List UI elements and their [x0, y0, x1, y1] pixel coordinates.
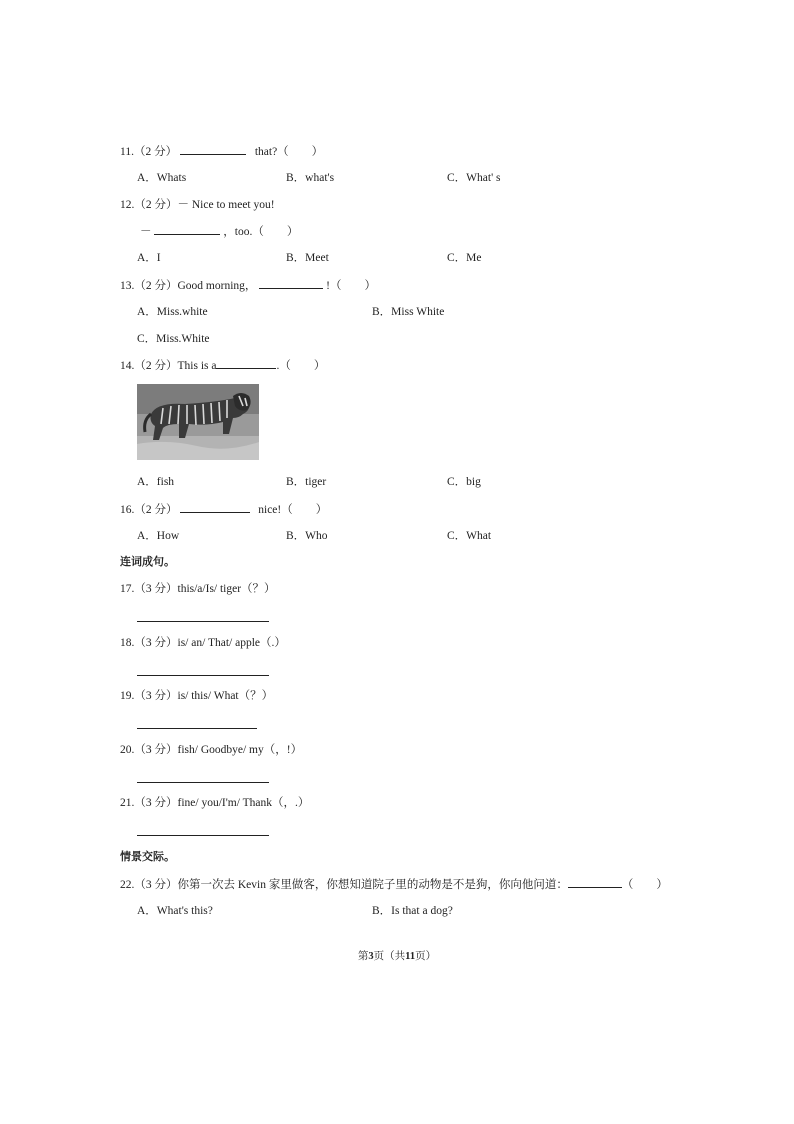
question-tail: that?（ ）: [254, 146, 324, 158]
question-18: 18.（3 分）is/ an/ That/ apple（.）: [120, 637, 286, 649]
question-19: 19.（3 分）is/ this/ What（？）: [120, 690, 274, 702]
question-tail: !（ ）: [326, 280, 376, 292]
question-17: 17.（3 分）this/a/Is/ tiger（？）: [120, 583, 276, 595]
question-stem: 16.（2 分）: [120, 504, 178, 516]
option-c[interactable]: C．What' s: [447, 172, 501, 184]
section-heading-reorder: 连词成句。: [120, 555, 175, 568]
answer-blank[interactable]: [180, 502, 250, 513]
question-stem: 14.（2 分）This is a: [120, 360, 217, 372]
option-c[interactable]: C．What: [447, 530, 492, 542]
question-12: 12.（2 分）－ Nice to meet you!: [120, 199, 275, 211]
total-pages: 11: [405, 951, 416, 962]
option-b[interactable]: B．Miss White: [372, 306, 445, 318]
option-a[interactable]: A．I: [137, 252, 161, 264]
answer-line-17[interactable]: [137, 621, 269, 622]
question-stem: 13.（2 分）Good morning，: [120, 280, 257, 292]
question-stem: 22.（3 分）你第一次去 Kevin 家里做客，你想知道院子里的动物是不是狗，你向他问道：: [120, 879, 568, 891]
option-b[interactable]: B．tiger: [286, 476, 327, 488]
answer-line-19[interactable]: [137, 728, 257, 729]
answer-blank[interactable]: [259, 278, 323, 289]
option-a[interactable]: A．fish: [137, 476, 175, 488]
option-b[interactable]: B．Is that a dog?: [372, 905, 453, 917]
question-12-line2: [140, 224, 298, 239]
footer-prefix: 第: [357, 951, 369, 962]
section-heading-situation: 情景交际。: [120, 850, 175, 863]
option-b[interactable]: B．what's: [286, 172, 335, 184]
question-tail: .（ ）: [276, 360, 326, 372]
question-stem: 11.（2 分）: [120, 146, 178, 158]
option-a[interactable]: A．How: [137, 530, 180, 542]
answer-line-20[interactable]: [137, 782, 269, 783]
option-c[interactable]: C．Me: [447, 252, 482, 264]
answer-blank[interactable]: [216, 358, 276, 369]
option-a[interactable]: A．What's this?: [137, 905, 213, 917]
page-footer: [0, 950, 794, 964]
question-20: 20.（3 分）fish/ Goodbye/ my（，!）: [120, 744, 303, 756]
option-c[interactable]: C．Miss.White: [137, 333, 210, 345]
answer-blank[interactable]: [154, 224, 220, 235]
question-21: 21.（3 分）fine/ you/I'm/ Thank（，.）: [120, 797, 310, 809]
dash-prefix: －: [140, 226, 152, 238]
question-11: [120, 144, 323, 159]
tiger-photo: [137, 384, 259, 460]
answer-line-21[interactable]: [137, 835, 269, 836]
question-22: [120, 877, 668, 892]
answer-line-18[interactable]: [137, 675, 269, 676]
question-tail: nice!（ ）: [258, 504, 328, 516]
footer-mid: 页（共: [373, 951, 406, 962]
question-16: [120, 502, 327, 517]
option-c[interactable]: C．big: [447, 476, 481, 488]
page-number: 3: [368, 951, 374, 962]
question-13: [120, 278, 376, 293]
option-a[interactable]: A．Whats: [137, 172, 187, 184]
answer-blank[interactable]: [180, 144, 246, 155]
question-tail: ，too.（ ）: [223, 226, 299, 238]
option-b[interactable]: B．Meet: [286, 252, 329, 264]
option-a[interactable]: A．Miss.white: [137, 306, 208, 318]
option-b[interactable]: B．Who: [286, 530, 328, 542]
footer-suffix: 页）: [415, 951, 437, 962]
question-tail: （ ）: [621, 879, 668, 891]
answer-blank[interactable]: [568, 877, 622, 888]
question-14: [120, 358, 325, 373]
